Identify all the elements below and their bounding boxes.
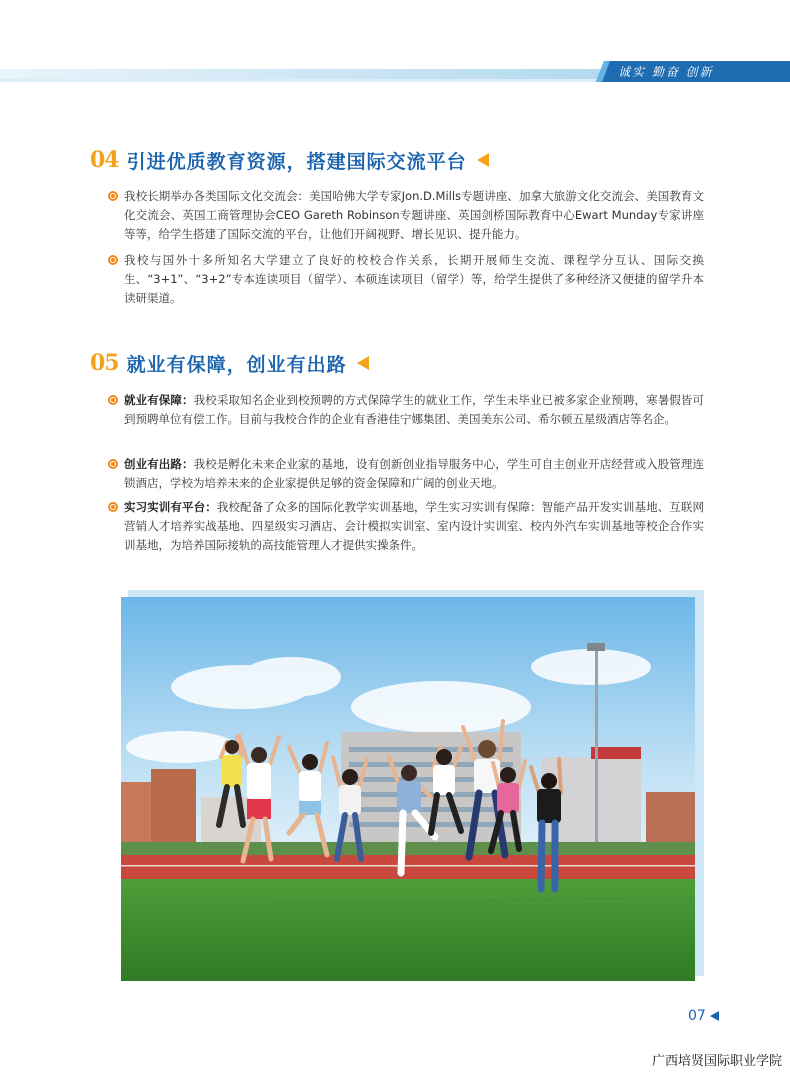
bullet-text: 我校采取知名企业到校预聘的方式保障学生的就业工作，学生未毕业已被多家企业预聘，寒暑假皆可到预聘单位有偿工作。目前与我校合作的企业有香港佳宁娜集团、美国美东公司、希尔顿五星级酒店等名企。	[124, 393, 705, 426]
section-04-bullet-1	[124, 187, 704, 244]
section-04-heading	[90, 145, 489, 175]
bullet-dot-icon	[108, 459, 118, 469]
bullet-dot-icon	[108, 502, 118, 512]
page-number	[688, 1006, 719, 1026]
section-05-bullet-1	[124, 391, 704, 429]
bullet-text: 我校与国外十多所知名大学建立了良好的校校合作关系，长期开展师生交流、课程学分互认、国际交换生、“3+1”、“3+2”专本连读项目（留学）、本硕连读项目（留学）等，给学生提供了多种经济又便捷的留学升本读研渠道。	[124, 253, 704, 305]
bullet-lead: 就业有保障：	[124, 393, 194, 407]
section-number: 05	[90, 350, 119, 376]
section-05-bullet-2	[124, 455, 704, 493]
source-watermark: 广西培贤国际职业学院	[651, 1054, 782, 1069]
page-number-text: 07	[688, 1008, 706, 1024]
section-number: 04	[90, 147, 119, 173]
left-triangle-icon	[357, 356, 369, 370]
campus-photo	[121, 597, 695, 981]
section-05-heading	[90, 348, 369, 378]
bullet-dot-icon	[108, 395, 118, 405]
left-triangle-icon	[477, 153, 489, 167]
header-band-lower	[0, 79, 604, 82]
bullet-lead: 创业有出路：	[124, 457, 194, 471]
bullet-text: 我校是孵化未来企业家的基地，设有创新创业指导服务中心，学生可自主创业开店经营或入股管理连锁酒店，学校为培养未来的企业家提供足够的资金保障和广阔的创业天地。	[124, 457, 705, 490]
section-04-bullet-2	[124, 251, 704, 308]
students-jumping-illustration	[121, 597, 695, 981]
section-title: 就业有保障，创业有出路	[126, 353, 347, 376]
bullet-dot-icon	[108, 255, 118, 265]
left-triangle-icon	[710, 1011, 719, 1021]
bullet-text: 我校长期举办各类国际文化交流会：美国哈佛大学专家Jon.D.Mills专题讲座、加拿大旅游文化交流会、美国教育文化交流会、英国工商管理协会CEO Gareth Robinson专题讲座、英国剑桥国际教育中心Ewart Munday专家讲座等等，给学生搭建了国际交流的平台，让他们开阔视野、增长见识、提升能力。	[124, 189, 704, 241]
header-band	[0, 69, 604, 79]
bullet-text: 我校配备了众多的国际化教学实训基地，学生实习实训有保障：智能产品开发实训基地、互联网营销人才培养实战基地、四星级实习酒店、会计模拟实训室、室内设计实训室、校内外汽车实训基地等校企合作实训基地，为培养国际接轨的高技能管理人才提供实操条件。	[124, 500, 705, 552]
school-motto: 诚实 勤奋 创新	[618, 65, 714, 79]
bullet-lead: 实习实训有平台：	[124, 500, 217, 514]
section-05-bullet-3	[124, 498, 704, 555]
section-title: 引进优质教育资源，搭建国际交流平台	[126, 150, 467, 173]
bullet-dot-icon	[108, 191, 118, 201]
